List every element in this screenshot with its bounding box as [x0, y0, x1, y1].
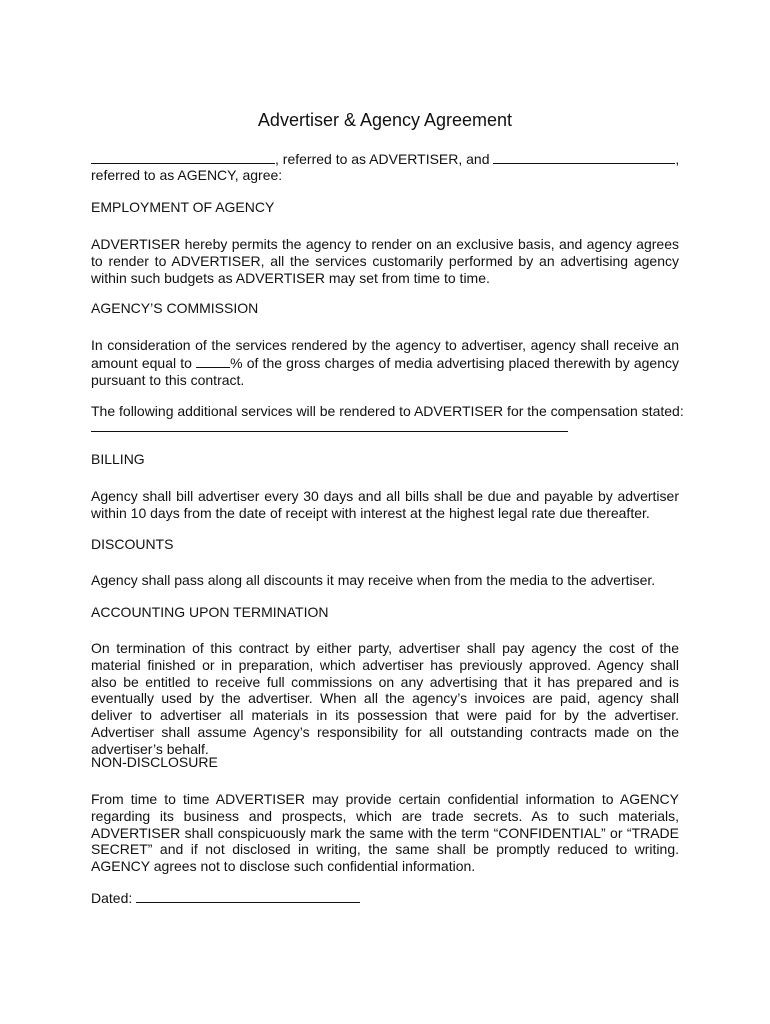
- parties-text-1: , referred to as ADVERTISER, and: [275, 151, 494, 167]
- accounting-body: On termination of this contract by either party, advertiser shall pay agency the cost of the material finished or in preparation, which advertiser has previously approved. Agency shall also be entitled to receive full commissions on any advertising that it has prepared and is eventually used by the advertiser. When all the agency’s invoices are paid, agency shall deliver to advertiser all materials in its possession that were paid for by the advertiser. Advertiser shall assume Agency’s responsibility for all outstanding contracts made on the advertiser’s behalf.: [91, 640, 679, 757]
- discounts-heading: DISCOUNTS: [91, 536, 174, 552]
- parties-text-2: ,: [675, 151, 680, 167]
- discounts-body: Agency shall pass along all discounts it may receive when from the media to the advertiser.: [91, 572, 656, 588]
- parties-line: [91, 150, 679, 168]
- employment-heading: EMPLOYMENT OF AGENCY: [91, 199, 275, 215]
- commission-body-before: In consideration of the services rendered by the agency to advertiser, agency shall receive an amount equal to: [91, 337, 679, 371]
- document-title: Advertiser & Agency Agreement: [257, 110, 513, 130]
- nondisclosure-body: From time to time ADVERTISER may provide certain confidential information to AGENCY regarding its business and prospects, which are trade secrets. As to such materials, ADVERTISER shall conspicuously mark the same with the term “CONFIDENTIAL” or “TRADE SECRET” and if not disclosed in writing, the same shall be promptly reduced to writing. AGENCY agrees not to disclose such confidential information.: [91, 791, 679, 875]
- dated-line: [91, 889, 679, 907]
- parties-line-2: referred to as AGENCY, agree:: [91, 167, 283, 183]
- commission-body: [91, 337, 679, 388]
- nondisclosure-heading: NON-DISCLOSURE: [91, 754, 218, 770]
- additional-services-text: The following additional services will be rendered to ADVERTISER for the compensation stated:: [91, 403, 684, 419]
- employment-body: ADVERTISER hereby permits the agency to render on an exclusive basis, and agency agrees to render to ADVERTISER, all the services customarily performed by an advertising agency within such budgets as ADVERTISER may set from time to time.: [91, 236, 679, 286]
- advertiser-name-blank[interactable]: [91, 150, 275, 164]
- commission-percent-blank[interactable]: [196, 354, 230, 368]
- accounting-heading: ACCOUNTING UPON TERMINATION: [91, 604, 329, 620]
- dated-label: Dated:: [91, 890, 137, 906]
- dated-blank[interactable]: [136, 889, 360, 903]
- commission-heading: AGENCY’S COMMISSION: [91, 300, 259, 316]
- additional-services-blank[interactable]: [91, 431, 568, 432]
- billing-body: Agency shall bill advertiser every 30 days and all bills shall be due and payable by advertiser within 10 days from the date of receipt with interest at the highest legal rate due thereafter.: [91, 488, 679, 521]
- agency-name-blank[interactable]: [493, 150, 675, 164]
- commission-body-after: % of the gross charges of media advertising placed therewith by agency pursuant to this contract.: [91, 354, 679, 388]
- billing-heading: BILLING: [91, 451, 145, 467]
